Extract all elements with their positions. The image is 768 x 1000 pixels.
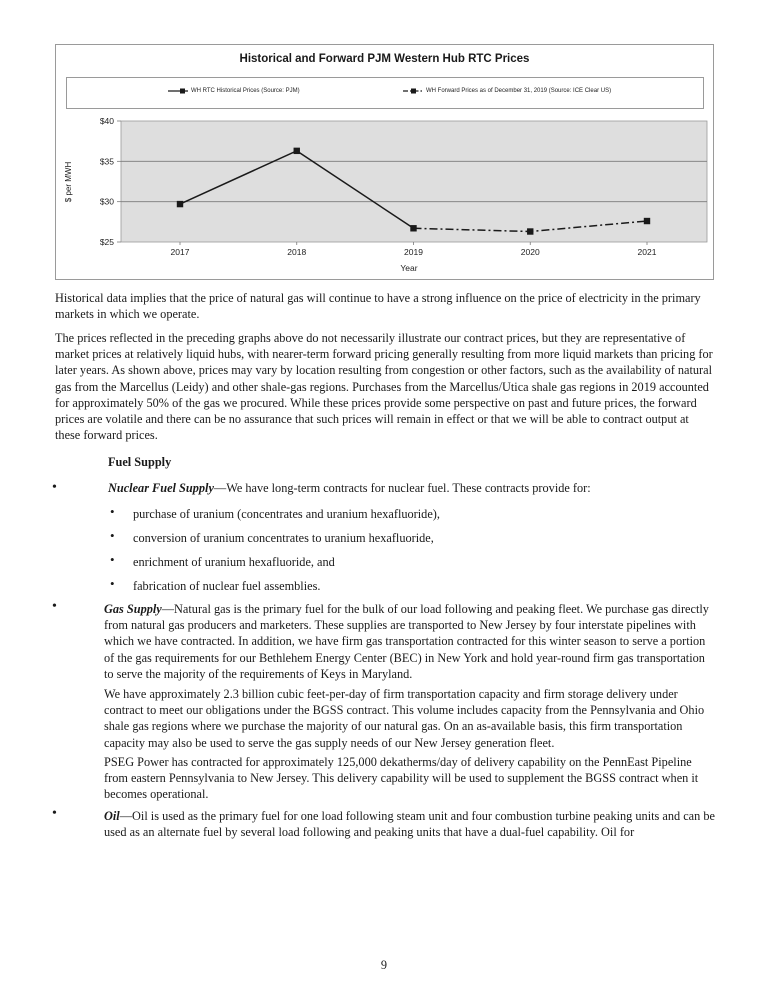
paragraph-historical-data: Historical data implies that the price of natural gas will continue to have a strong influence on the price of electricity in the primary markets in which we operate.: [55, 291, 701, 322]
term-gas-supply: Gas Supply: [104, 602, 162, 616]
item-nuclear-fuel-supply: [108, 480, 720, 496]
x-axis-label: Year: [400, 263, 418, 273]
price-chart: [55, 44, 714, 280]
term-oil: Oil: [104, 809, 120, 823]
item-gas-supply: [104, 601, 716, 682]
term-nuclear-fuel-supply: Nuclear Fuel Supply: [108, 481, 214, 495]
data-point-marker: [294, 148, 300, 154]
sub-item-conversion: conversion of uranium concentrates to uranium hexafluoride,: [133, 531, 434, 545]
sub-bullet-1: •: [110, 504, 115, 519]
y-tick-label: $35: [99, 156, 114, 167]
y-tick-label: $40: [99, 116, 114, 126]
sub-bullet-3: •: [110, 552, 115, 567]
plot-area: [56, 45, 713, 279]
data-point-marker: [644, 218, 650, 224]
y-tick-labels: [100, 116, 114, 247]
x-tick-label: 2019: [404, 247, 423, 257]
item-oil: [104, 808, 716, 840]
x-tick-label: 2020: [520, 247, 540, 257]
section-heading-fuel-supply: Fuel Supply: [108, 455, 172, 469]
x-tick-labels: [171, 242, 657, 257]
paragraph-penneast: PSEG Power has contracted for approximately 125,000 dekatherms/day of delivery capability on the PennEast Pipeline from eastern Pennsylvania to New Jersey. This delivery capability will be used to supplement the BGSS contract when it becomes operational.: [104, 755, 699, 802]
x-tick-label: 2017: [170, 247, 190, 257]
bullet-nuclear: •: [52, 480, 57, 495]
text-gas-supply: —Natural gas is the primary fuel for the bulk of our load following and peaking fleet. We purchase gas directly from natural gas producers and marketers. These supplies are transported to New Jersey by four interstate pipelines with which we have contracted. In addition, we have firm gas transportation contracted for this winter season to serve a portion of the gas requirements for our Bethlehem Energy Center (BEC) in New York and hold year-round firm gas transportation to serve the majority of the requirements of Keys in Maryland.: [104, 602, 709, 681]
legend-label-historical: WH RTC Historical Prices (Source: PJM): [191, 88, 300, 94]
data-point-marker: [177, 201, 183, 207]
legend-label-forward: WH Forward Prices as of December 31, 2019 (Source: ICE Clear US): [426, 88, 612, 94]
sub-bullet-4: •: [110, 576, 115, 591]
sub-item-fabrication: fabrication of nuclear fuel assemblies.: [133, 579, 321, 593]
y-tick-label: $25: [99, 237, 114, 247]
sub-item-uranium-purchase: purchase of uranium (concentrates and uranium hexafluoride),: [133, 507, 440, 521]
sub-item-enrichment: enrichment of uranium hexafluoride, and: [133, 555, 335, 569]
data-point-marker: [527, 228, 533, 234]
page-number: 9: [380, 958, 388, 972]
chart-title: Historical and Forward PJM Western Hub RTC Prices: [239, 53, 530, 65]
bullet-oil: •: [52, 806, 57, 821]
text-nuclear-fuel-supply: —We have long-term contracts for nuclear fuel. These contracts provide for:: [213, 481, 591, 495]
x-tick-label: 2018: [287, 247, 307, 257]
data-point-marker: [410, 225, 416, 231]
y-axis-label: $ per MWH: [64, 161, 73, 203]
bullet-gas: •: [52, 599, 57, 614]
plot-background: [121, 121, 707, 242]
paragraph-gas-capacity: We have approximately 2.3 billion cubic feet-per-day of firm transportation capacity and firm storage delivery under contract to meet our obligations under the BGSS contract. This volume includes capacity from the Pennsylvania and Ohio shale gas regions where we purchase the majority of our natural gas. On an as-available basis, this firm transportation capacity may also be used to serve the gas supply needs of our New Jersey generation fleet.: [104, 687, 705, 750]
paragraph-prices-reflected: The prices reflected in the preceding graphs above do not necessarily illustrate our contract prices, but they are representative of market prices at relatively liquid hubs, with nearer-term forward pricing generally resulting from more liquid markets than pricing for later years. As shown above, prices may vary by location resulting from congestion or other factors, such as the availability of natural gas from the Marcellus (Leidy) and other shale-gas regions. Purchases from the Marcellus/Utica shale gas regions in 2019 accounted for approximately 50% of the gas we procured. While these prices provide some perspective on past and future prices, the forward prices are volatile and there can be no assurance that such prices will remain in effect or that we will be able to contract output at these forward prices.: [55, 331, 713, 443]
text-oil: —Oil is used as the primary fuel for one load following steam unit and four combustion turbine peaking units and can be used as an alternate fuel by several load following and peaking units that have a dual-fuel capability. Oil for: [104, 809, 715, 840]
sub-bullet-2: •: [110, 528, 115, 543]
x-tick-label: 2021: [637, 247, 657, 257]
y-tick-label: $30: [99, 196, 114, 207]
